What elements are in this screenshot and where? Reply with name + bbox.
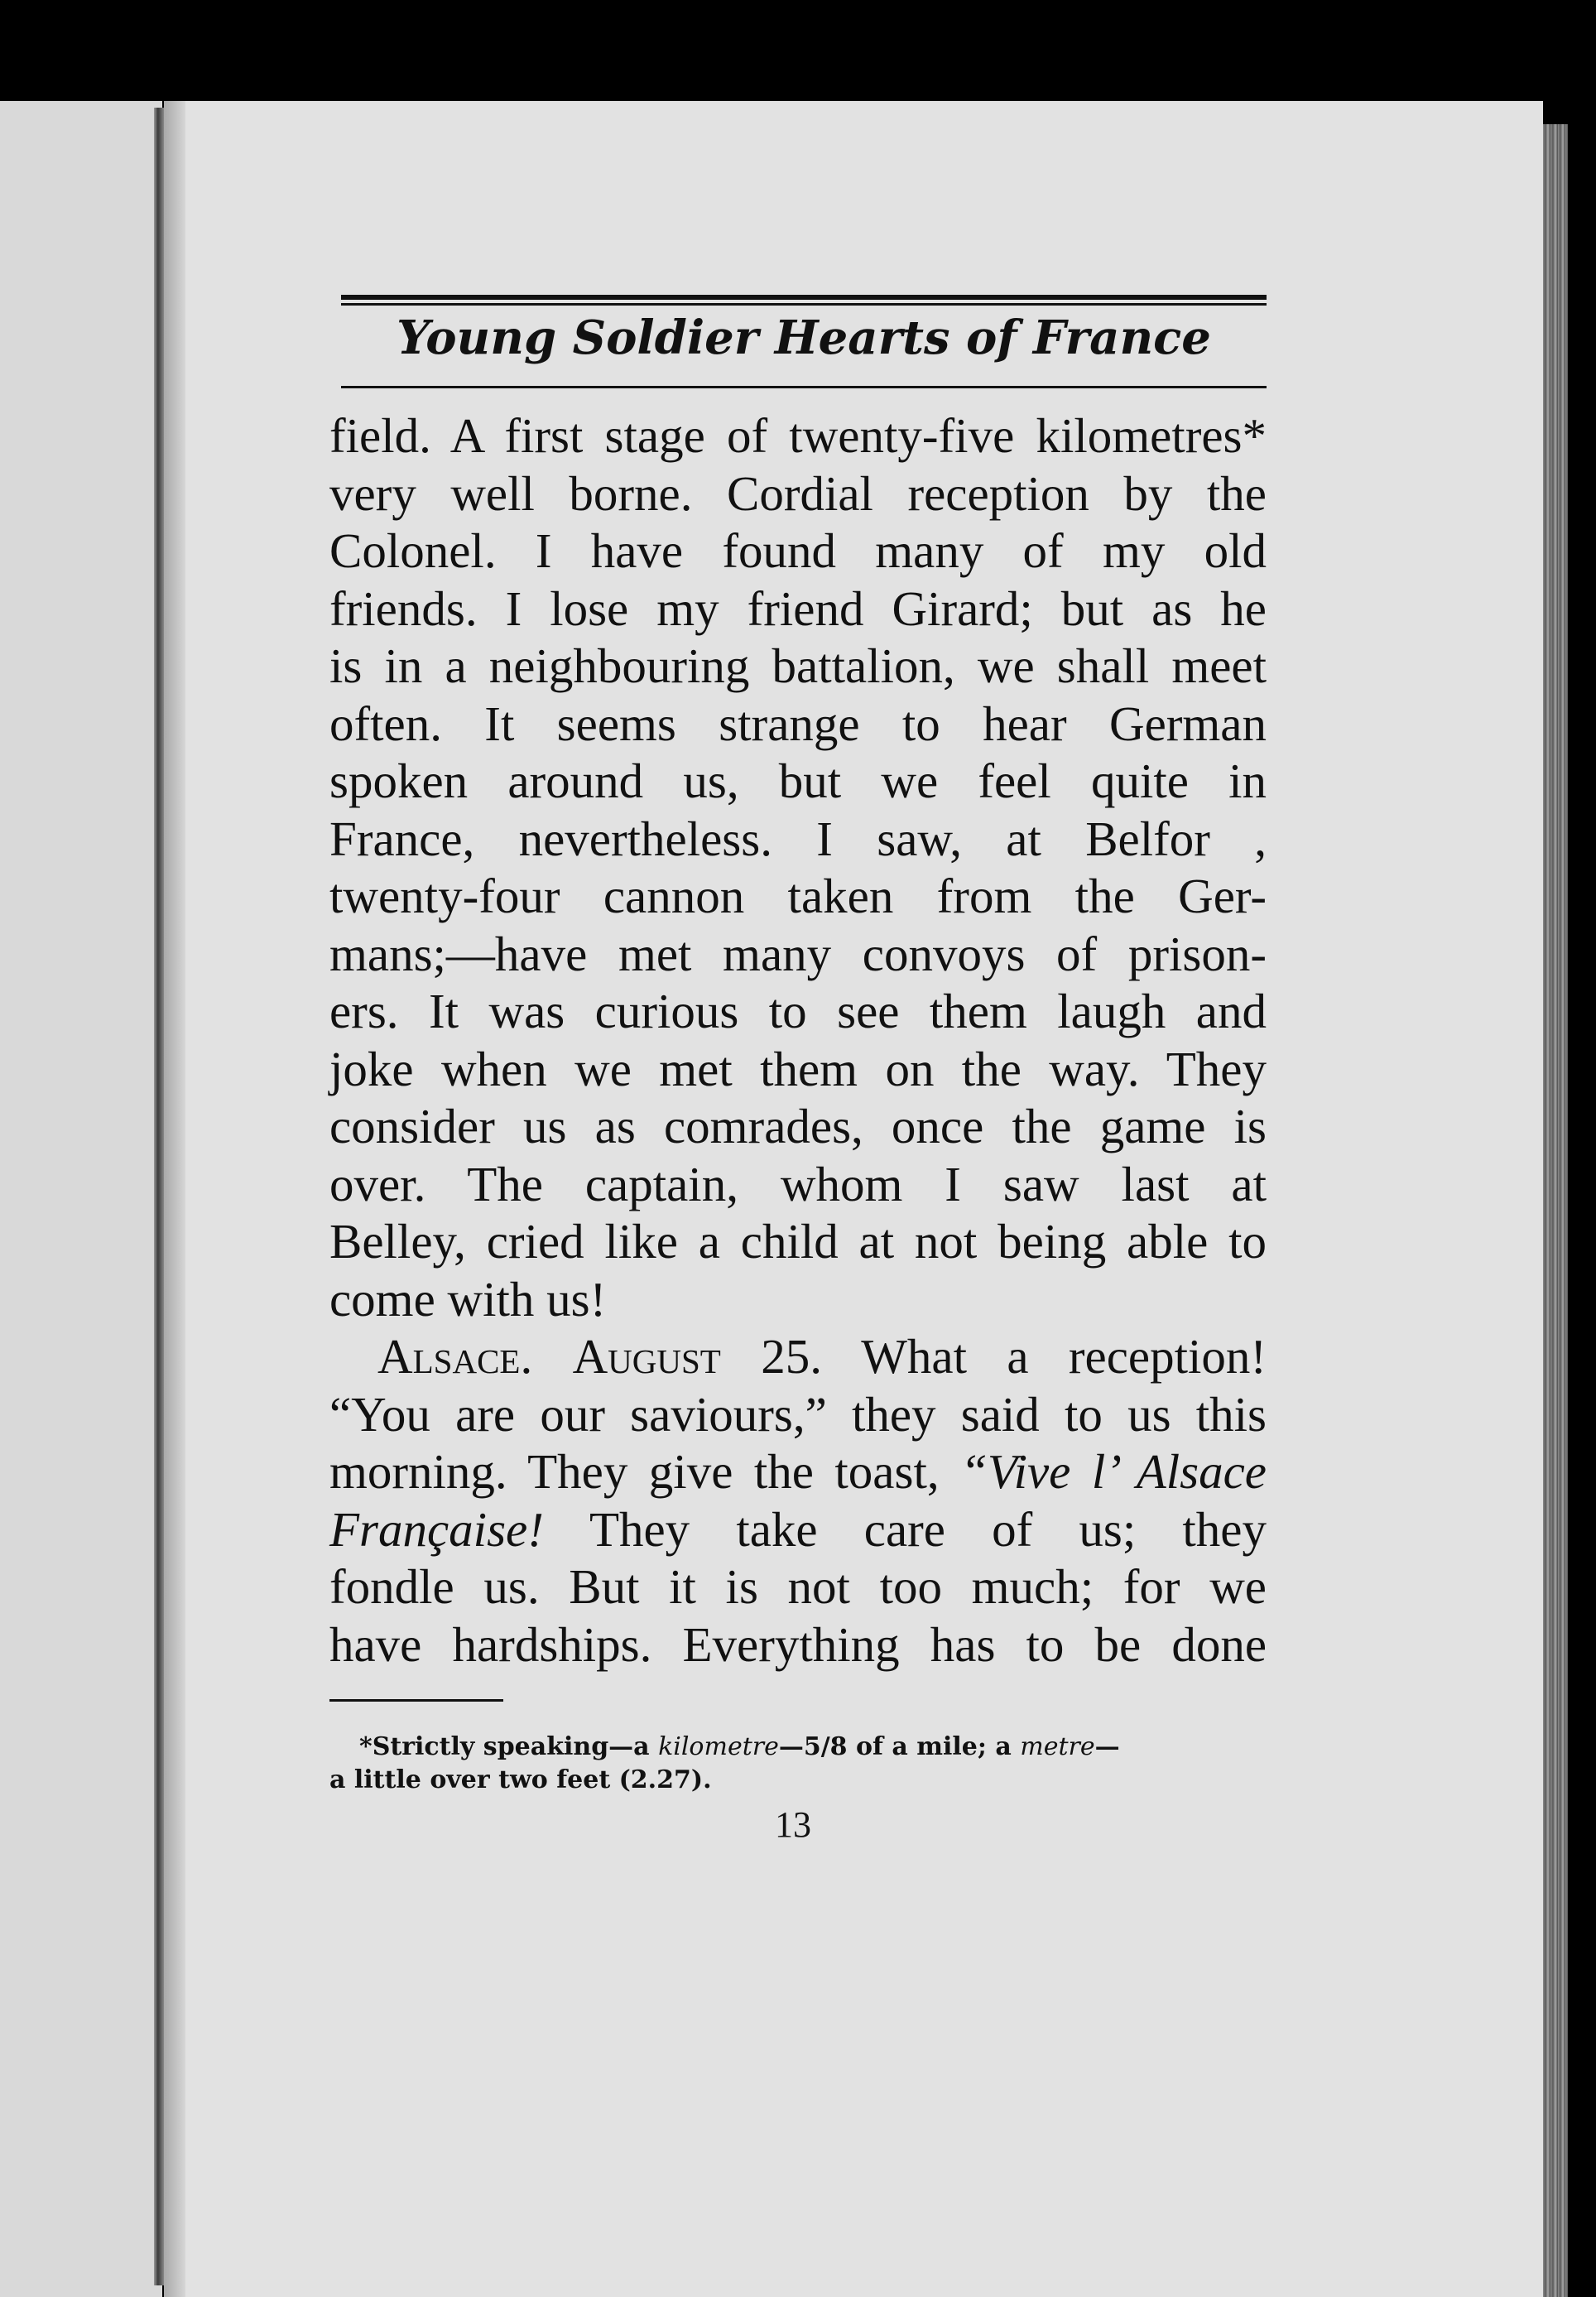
text-line: come with us! <box>329 1271 607 1327</box>
text-line: Belley, cried like a child at not being able to <box>329 1214 1267 1269</box>
text-line: field. A first stage of twenty-five kilometres* <box>329 408 1267 463</box>
facing-page-edge <box>0 101 162 2297</box>
text-line: often. It seems strange to hear German <box>329 696 1267 751</box>
footnote <box>329 1731 1267 1797</box>
text-line: fondle us. But it is not too much; for we <box>329 1559 1267 1614</box>
text-line: “You are our saviours,” they said to us this <box>329 1386 1267 1442</box>
footnote-term: metre <box>1020 1732 1095 1761</box>
entry-text: What a reception! <box>861 1329 1267 1384</box>
text-line: joke when we met them on the way. They <box>329 1041 1267 1096</box>
entry-place: Alsace. <box>377 1329 533 1384</box>
text-line: consider us as comrades, once the game is <box>329 1099 1267 1153</box>
footnote-text: —5/8 of a mile; a <box>778 1732 1021 1761</box>
text-line: friends. I lose my friend Girard; but as he <box>329 580 1267 636</box>
header-rule-bottom <box>341 386 1267 388</box>
body-text <box>329 407 1267 1673</box>
text-line: is in a neighbouring battalion, we shall meet <box>329 638 1267 693</box>
footnote-text: *Strictly speaking—a <box>359 1732 659 1761</box>
book-spine-shadow <box>154 108 164 2285</box>
text-line: Colonel. I have found many of my old <box>329 523 1267 578</box>
header-rule-second <box>341 303 1267 306</box>
text-line: over. The captain, whom I saw last at <box>329 1156 1267 1211</box>
footnote-text: — <box>1094 1732 1120 1761</box>
entry-date: August 25. <box>572 1329 822 1384</box>
page-number: 13 <box>775 1804 811 1845</box>
text-line: France, nevertheless. I saw, at Belfor , <box>329 811 1267 866</box>
gutter-shadow <box>164 101 185 2297</box>
entry-heading-line <box>329 1328 1267 1386</box>
footnote-term: kilometre <box>658 1732 779 1761</box>
header-rule-top <box>341 295 1267 300</box>
text-run: morning. They give the toast, <box>329 1444 961 1499</box>
footnote-line <box>329 1731 1267 1764</box>
text-line: spoken around us, but we feel quite in <box>329 754 1267 808</box>
page-fore-edge <box>1543 124 1568 2297</box>
text-line <box>329 1443 1267 1501</box>
text-run: They take care of us; they <box>543 1501 1267 1557</box>
text-line: ers. It was curious to see them laugh and <box>329 984 1267 1038</box>
italic-quote: “Vive l’ Alsace <box>960 1444 1267 1499</box>
italic-quote: Française! <box>329 1501 544 1557</box>
text-line: have hardships. Everything has to be done <box>329 1616 1267 1672</box>
footnote-rule <box>329 1699 503 1702</box>
text-line: twenty-four cannon taken from the Ger- <box>329 869 1267 923</box>
footnote-line: a little over two feet (2.27). <box>329 1765 712 1794</box>
text-line <box>329 1501 1267 1559</box>
text-line: very well borne. Cordial reception by the <box>329 465 1267 521</box>
running-head: Young Soldier Hearts of France <box>397 311 1211 365</box>
text-line: mans;—have met many convoys of prison- <box>329 926 1267 981</box>
